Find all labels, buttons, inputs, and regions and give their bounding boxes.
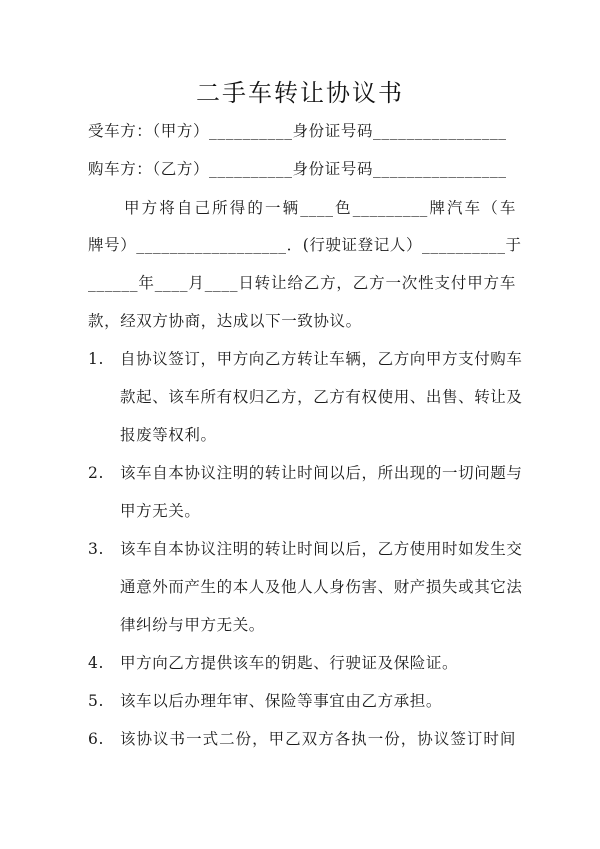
clause-6 xyxy=(88,729,516,749)
clause-2 xyxy=(88,463,523,483)
clause-number: 5. xyxy=(88,692,104,710)
clause-text: 自协议签订，甲方向乙方转让车辆，乙方向甲方支付购车 xyxy=(120,350,523,368)
receiver-line: 受车方：（甲方）__________身份证号码________________ xyxy=(88,122,507,140)
document-title: 二手车转让协议书 xyxy=(196,79,404,107)
intro-line-3: ______年____月____日转让给乙方，乙方一次性支付甲方车 xyxy=(88,274,516,292)
clause-text: 该车以后办理年审、保险等事宜由乙方承担。 xyxy=(120,692,443,710)
clause-text: 该协议书一式二份，甲乙双方各执一份，协议签订时间 xyxy=(120,730,516,748)
clause-number: 4. xyxy=(88,654,104,672)
clause-1-line-2: 款起、该车所有权归乙方，乙方有权使用、出售、转让及 xyxy=(120,388,523,406)
intro-line-1: 甲方将自己所得的一辆____色_________牌汽车（车 xyxy=(124,199,516,217)
clause-3-line-3: 律纠纷与甲方无关。 xyxy=(120,616,265,634)
clause-text: 甲方向乙方提供该车的钥匙、行驶证及保险证。 xyxy=(120,654,459,672)
clause-4 xyxy=(88,653,458,673)
clause-1-line-3: 报废等权利。 xyxy=(120,426,217,444)
clause-1 xyxy=(88,349,523,369)
clause-3-line-2: 通意外而产生的本人及他人人身伤害、财产损失或其它法 xyxy=(120,578,523,596)
clause-number: 2. xyxy=(88,464,104,482)
clause-text: 该车自本协议注明的转让时间以后，所出现的一切问题与 xyxy=(120,464,523,482)
clause-text: 该车自本协议注明的转让时间以后，乙方使用时如发生交 xyxy=(120,540,523,558)
buyer-line: 购车方：（乙方）__________身份证号码________________ xyxy=(88,160,507,178)
clause-number: 6. xyxy=(88,730,104,748)
clause-5 xyxy=(88,691,442,711)
intro-line-2: 牌号）__________________．(行驶证登记人）__________于 xyxy=(88,236,522,254)
clause-number: 1. xyxy=(88,350,104,368)
clause-3 xyxy=(88,539,523,559)
intro-line-4: 款，经双方协商，达成以下一致协议。 xyxy=(88,312,362,330)
clause-number: 3. xyxy=(88,540,104,558)
clause-2-line-2: 甲方无关。 xyxy=(120,502,201,520)
